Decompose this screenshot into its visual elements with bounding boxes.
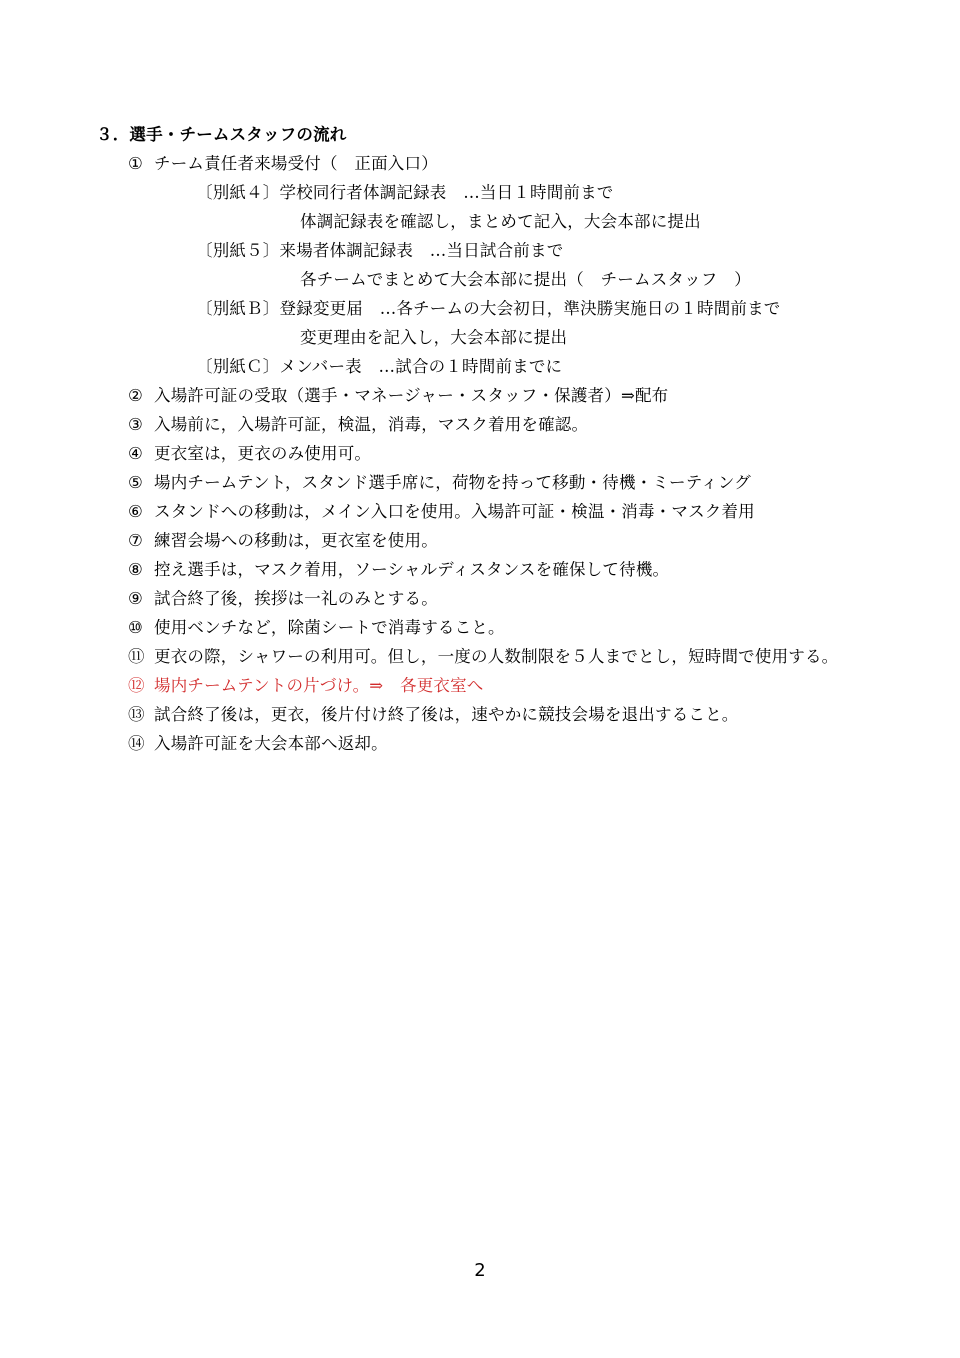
item-number: ② [128, 386, 143, 405]
item-number: ⑦ [128, 531, 143, 550]
form-line: 〔別紙Ｃ〕メンバー表 …試合の１時間前までに [196, 357, 563, 376]
form-note: 変更理由を記入し，大会本部に提出 [300, 328, 568, 347]
form-line: 〔別紙５〕来場者体調記録表 …当日試合前まで [196, 241, 564, 260]
item-number: ⑫ [128, 676, 145, 695]
list-item [128, 472, 751, 494]
item-text: 場内チームテントの片づけ。⇒ 各更衣室へ [154, 676, 484, 695]
list-item [128, 501, 755, 523]
item-text: チーム責任者来場受付（ 正面入口） [154, 154, 438, 173]
list-item [128, 588, 438, 610]
item-number: ③ [128, 415, 143, 434]
list-item [128, 617, 505, 639]
item-text: 場内チームテント，スタンド選手席に，荷物を持って移動・待機・ミーティング [154, 473, 751, 492]
item-number: ⑥ [128, 502, 143, 521]
page-number: 2 [474, 1260, 486, 1281]
item-number: ④ [128, 444, 143, 463]
item-number: ⑪ [128, 647, 145, 666]
list-item [128, 443, 371, 465]
item-text: 試合終了後，挨拶は一礼のみとする。 [154, 589, 438, 608]
item-number: ① [128, 154, 143, 173]
list-item [128, 414, 588, 436]
list-item-highlighted [128, 675, 484, 697]
form-note: 各チームでまとめて大会本部に提出（ チームスタッフ ） [300, 270, 751, 289]
item-text: 使用ベンチなど，除菌シートで消毒すること。 [154, 618, 505, 637]
item-text: 入場許可証を大会本部へ返却。 [154, 734, 388, 753]
item-number: ⑬ [128, 705, 145, 724]
item-number: ⑤ [128, 473, 143, 492]
item-number: ⑧ [128, 560, 143, 579]
item-text: 入場前に，入場許可証，検温，消毒，マスク着用を確認。 [154, 415, 589, 434]
item-text: 控え選手は，マスク着用，ソーシャルディスタンスを確保して待機。 [154, 560, 670, 579]
item-number: ⑨ [128, 589, 143, 608]
item-text: 更衣室は，更衣のみ使用可。 [154, 444, 372, 463]
list-item [128, 733, 388, 755]
list-item [128, 385, 668, 407]
item-number: ⑩ [128, 618, 143, 637]
item-text: 練習会場への移動は，更衣室を使用。 [154, 531, 438, 550]
list-item [128, 646, 838, 668]
item-text: 入場許可証の受取（選手・マネージャー・スタッフ・保護者）⇒配布 [154, 386, 669, 405]
item-text: 更衣の際，シャワーの利用可。但し，一度の人数制限を５人までとし，短時間で使用する。 [154, 647, 839, 666]
form-note: 体調記録表を確認し，まとめて記入，大会本部に提出 [300, 212, 701, 231]
list-item [128, 559, 669, 581]
item-number: ⑭ [128, 734, 145, 753]
form-line: 〔別紙Ｂ〕登録変更届 …各チームの大会初日，準決勝実施日の１時間前まで [196, 299, 781, 318]
list-item [128, 530, 438, 552]
list-item [128, 153, 438, 175]
item-text: スタンドへの移動は，メイン入口を使用。入場許可証・検温・消毒・マスク着用 [154, 502, 755, 521]
item-text: 試合終了後は，更衣，後片付け終了後は，速やかに競技会場を退出すること。 [154, 705, 739, 724]
form-line: 〔別紙４〕学校同行者体調記録表 …当日１時間前まで [196, 183, 614, 202]
section-heading: ３．選手・チームスタッフの流れ [96, 125, 347, 144]
list-item [128, 704, 739, 726]
